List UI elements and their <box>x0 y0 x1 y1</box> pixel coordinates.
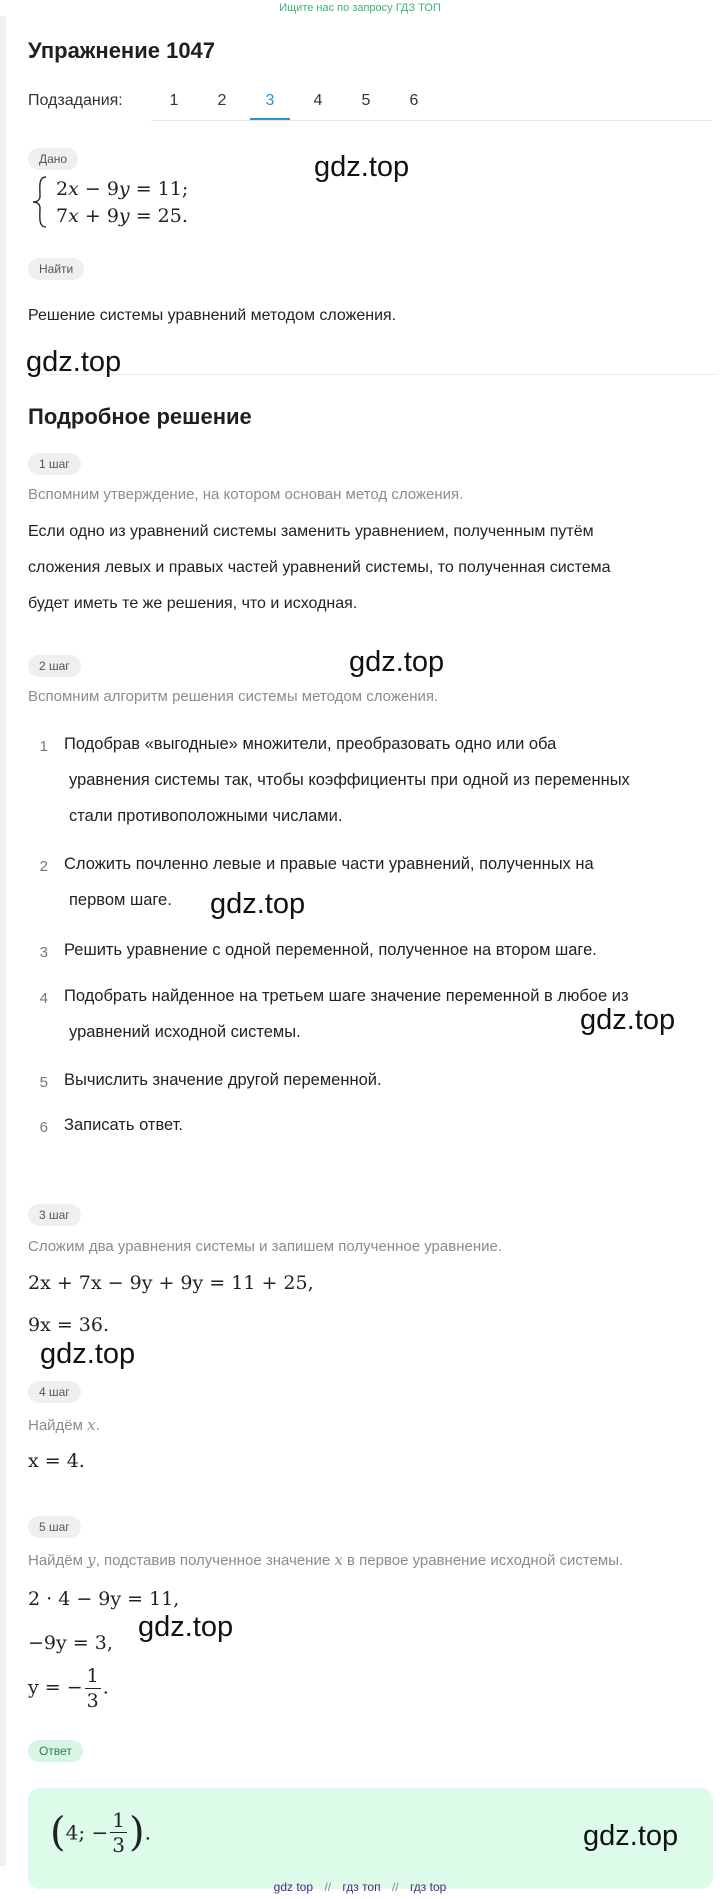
watermark: gdz.top <box>26 346 122 378</box>
list-item-number: 3 <box>39 944 48 961</box>
step-1-line: будет иметь те же решения, что и исходная. <box>28 595 358 612</box>
list-item: Сложить почленно левые и правые части уравнений, полученных на <box>64 855 594 873</box>
step-3-equation-1: 2x + 7x − 9y + 9y = 11 + 25, <box>28 1272 314 1294</box>
list-item-number: 5 <box>39 1074 48 1091</box>
tabs-divider <box>151 120 711 121</box>
given-badge: Дано <box>28 148 78 170</box>
list-item: первом шаге. <box>69 891 172 909</box>
step-4-equation: x = 4. <box>28 1450 85 1472</box>
step-2-badge: 2 шаг <box>28 655 81 677</box>
footer-separator: // <box>391 1880 399 1894</box>
answer-box <box>28 1788 713 1889</box>
watermark: gdz.top <box>40 1338 136 1370</box>
find-badge: Найти <box>28 258 84 280</box>
step-1-badge: 1 шаг <box>28 453 81 475</box>
subtasks-label: Подзадания: <box>28 92 123 109</box>
list-item-number: 1 <box>39 738 48 755</box>
step-1-hint: Вспомним утверждение, на котором основан метод сложения. <box>28 486 464 503</box>
list-item: Подобрать найденное на третьем шаге значение переменной в любое из <box>64 987 629 1005</box>
step-3-hint: Сложим два уравнения системы и запишем полученное уравнение. <box>28 1238 503 1255</box>
list-item: Вычислить значение другой переменной. <box>64 1071 382 1089</box>
footer-link[interactable]: gdz top <box>273 1880 314 1894</box>
tab-4[interactable]: 4 <box>313 92 323 109</box>
watermark: gdz.top <box>580 1004 676 1036</box>
step-2-hint: Вспомним алгоритм решения системы методом сложения. <box>28 688 439 705</box>
watermark: gdz.top <box>583 1820 679 1852</box>
given-equation-1: 2x − 9y = 11; <box>56 178 189 200</box>
step-5-equation-2: −9y = 3, <box>28 1632 113 1654</box>
step-5-hint: Найдём y, подставив полученное значение x в первое уравнение исходной системы. <box>28 1551 624 1569</box>
footer-link[interactable]: гдз топ <box>342 1880 381 1894</box>
page-title: Упражнение 1047 <box>28 38 216 63</box>
list-item: уравнений исходной системы. <box>69 1023 301 1041</box>
step-3-badge: 3 шаг <box>28 1204 81 1226</box>
step-5-badge: 5 шаг <box>28 1516 81 1538</box>
given-equation-2: 7x + 9y = 25. <box>56 205 188 227</box>
watermark: gdz.top <box>210 888 306 920</box>
step-4-hint: Найдём x. <box>28 1416 100 1434</box>
tab-3[interactable]: 3 <box>265 92 275 109</box>
top-banner[interactable]: Ищите нас по запросу ГДЗ ТОП <box>279 2 441 14</box>
step-4-badge: 4 шаг <box>28 1381 81 1403</box>
list-item: стали противоположными числами. <box>69 807 343 825</box>
tab-5[interactable]: 5 <box>361 92 371 109</box>
list-item: Подобрав «выгодные» множители, преобразовать одно или оба <box>64 735 557 753</box>
step-5-equation-1: 2 · 4 − 9y = 11, <box>28 1588 180 1610</box>
step-1-line: сложения левых и правых частей уравнений системы, то полученная система <box>28 559 611 576</box>
watermark: gdz.top <box>138 1611 234 1643</box>
footer <box>0 1880 720 1894</box>
exercise-card <box>6 16 720 1866</box>
active-tab-indicator <box>250 118 290 120</box>
tab-6[interactable]: 6 <box>409 92 419 109</box>
find-text: Решение системы уравнений методом сложения. <box>28 307 397 324</box>
list-item-number: 6 <box>39 1119 48 1136</box>
list-item: Решить уравнение с одной переменной, полученное на втором шаге. <box>64 941 597 959</box>
step-3-equation-2: 9x = 36. <box>28 1314 110 1336</box>
tab-2[interactable]: 2 <box>217 92 227 109</box>
step-1-line: Если одно из уравнений системы заменить уравнением, полученным путём <box>28 523 594 540</box>
list-item-number: 4 <box>39 990 48 1007</box>
divider <box>28 374 718 375</box>
watermark: gdz.top <box>349 646 445 678</box>
list-item: уравнения системы так, чтобы коэффициенты при одной из переменных <box>69 771 630 789</box>
footer-separator: // <box>324 1880 332 1894</box>
answer-value: (4; − $\frac{1}{3}$ ). <box>50 1808 151 1857</box>
brace-icon <box>28 174 52 230</box>
tab-1[interactable]: 1 <box>169 92 179 109</box>
watermark: gdz.top <box>314 151 410 183</box>
answer-badge: Ответ <box>28 1740 83 1762</box>
list-item-number: 2 <box>39 858 48 875</box>
solution-title: Подробное решение <box>28 404 252 429</box>
step-5-equation-3: y = − $\frac{1}{3}$ . <box>28 1665 109 1712</box>
list-item: Записать ответ. <box>64 1116 183 1134</box>
footer-link[interactable]: гдз top <box>409 1880 447 1894</box>
